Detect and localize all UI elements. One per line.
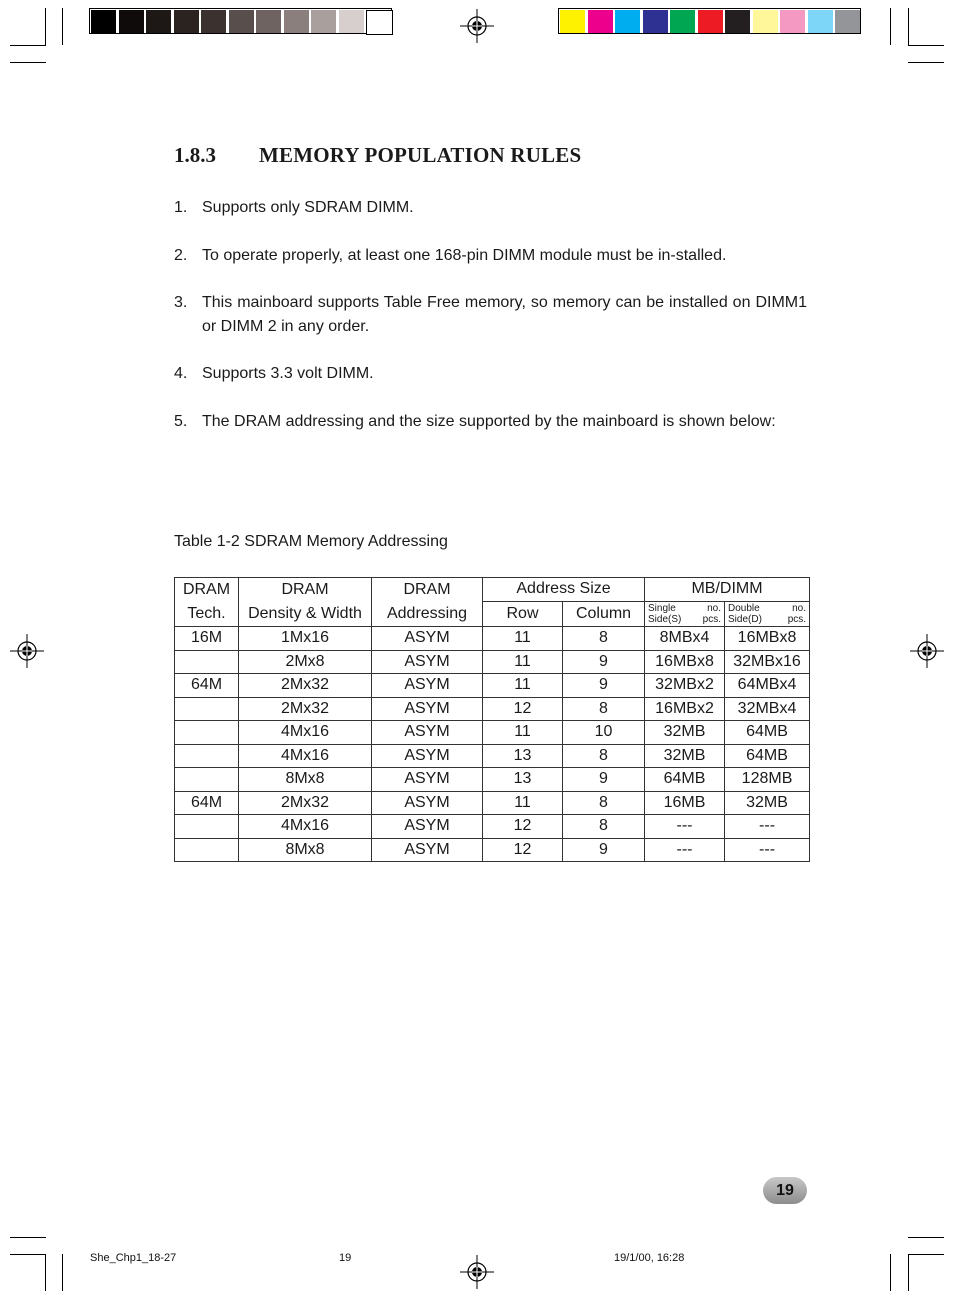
table-cell: 12 <box>483 838 563 862</box>
header-line: Addressing <box>386 605 468 622</box>
table-cell: 4Mx16 <box>239 721 372 745</box>
table-cell: 9 <box>563 650 645 674</box>
crop-mark <box>890 1254 891 1291</box>
header-line: Density & Width <box>248 605 362 622</box>
list-item-text: This mainboard supports Table Free memory, so memory can be installed on DIMM1 or DIMM 2 in any order. <box>202 294 807 335</box>
crop-mark <box>62 8 63 45</box>
header-line: DRAM <box>403 581 451 598</box>
color-swatch <box>311 10 336 33</box>
header-dram-tech <box>175 578 239 627</box>
footer-date: 19/1/00, 16:28 <box>614 1252 685 1264</box>
table-cell: 8 <box>563 791 645 815</box>
crop-mark <box>10 1237 46 1238</box>
header-text: Double <box>728 603 760 615</box>
list-item <box>174 196 807 220</box>
color-swatch <box>725 10 750 33</box>
color-swatch <box>615 10 640 33</box>
table-cell: ASYM <box>372 697 483 721</box>
table-cell: 8 <box>563 697 645 721</box>
crop-mark <box>908 8 909 45</box>
color-swatch <box>808 10 833 33</box>
table-row <box>175 650 810 674</box>
table-row <box>175 674 810 698</box>
table-cell: 12 <box>483 815 563 839</box>
table-row <box>175 838 810 862</box>
header-column: Column <box>563 601 645 626</box>
list-item <box>174 291 807 338</box>
table-cell: 10 <box>563 721 645 745</box>
table-cell: 16MB <box>645 791 725 815</box>
list-item-number: 2. <box>174 246 188 264</box>
table-row <box>175 791 810 815</box>
crop-mark <box>62 1254 63 1291</box>
table-cell: 32MBx4 <box>725 697 810 721</box>
color-swatch <box>119 10 144 33</box>
table-row <box>175 697 810 721</box>
table-cell: 32MB <box>725 791 810 815</box>
color-swatch <box>339 10 364 33</box>
color-swatch <box>698 10 723 33</box>
color-swatch <box>229 10 254 33</box>
color-swatch <box>91 10 116 33</box>
table-cell: 2Mx32 <box>239 674 372 698</box>
table-cell: 1Mx16 <box>239 627 372 651</box>
table-cell: 8 <box>563 744 645 768</box>
crop-mark <box>10 45 46 46</box>
header-row: Row <box>483 601 563 626</box>
table-cell: 128MB <box>725 768 810 792</box>
table-cell: 4Mx16 <box>239 815 372 839</box>
header-text: pcs. <box>787 614 807 626</box>
table-cell: 64MB <box>725 721 810 745</box>
header-text: no. <box>792 603 807 615</box>
color-swatch <box>588 10 613 33</box>
page-number-badge: 19 <box>763 1177 807 1204</box>
table-cell: ASYM <box>372 838 483 862</box>
table-cell: 2Mx8 <box>239 650 372 674</box>
crop-mark <box>908 1237 944 1238</box>
crop-mark <box>908 1254 944 1255</box>
table-cell <box>175 697 239 721</box>
section-title: MEMORY POPULATION RULES <box>259 143 582 167</box>
registration-mark-icon <box>910 634 944 668</box>
table-row <box>175 768 810 792</box>
header-text: Side(S) <box>648 614 682 626</box>
color-swatch <box>670 10 695 33</box>
table-cell: --- <box>725 815 810 839</box>
table-cell: ASYM <box>372 815 483 839</box>
color-swatch <box>753 10 778 33</box>
table-cell: 11 <box>483 674 563 698</box>
table-row <box>175 627 810 651</box>
list-item <box>174 410 807 434</box>
table-cell: ASYM <box>372 674 483 698</box>
table-cell: 8MBx4 <box>645 627 725 651</box>
table-cell: --- <box>645 838 725 862</box>
section-heading <box>174 143 581 168</box>
table-cell: 32MBx16 <box>725 650 810 674</box>
crop-mark <box>45 1254 46 1291</box>
table-cell: 4Mx16 <box>239 744 372 768</box>
crop-mark <box>10 1254 46 1255</box>
registration-mark-icon <box>10 634 44 668</box>
table-cell: 64MB <box>645 768 725 792</box>
registration-mark-icon <box>460 1255 494 1289</box>
table-row <box>175 744 810 768</box>
header-text: no. <box>707 603 722 615</box>
crop-mark <box>890 8 891 45</box>
color-swatch <box>201 10 226 33</box>
table-cell: 8Mx8 <box>239 838 372 862</box>
color-swatch <box>643 10 668 33</box>
table-caption: Table 1-2 SDRAM Memory Addressing <box>174 533 448 550</box>
table-cell: 16MBx8 <box>725 627 810 651</box>
table-cell: 11 <box>483 791 563 815</box>
list-item-number: 3. <box>174 294 188 311</box>
header-address-size: Address Size <box>483 578 645 602</box>
header-text: Single <box>648 603 676 615</box>
header-text: Side(D) <box>728 614 762 626</box>
color-swatch <box>146 10 171 33</box>
table-cell: 8 <box>563 815 645 839</box>
header-line: Tech. <box>187 605 226 622</box>
table-cell: ASYM <box>372 650 483 674</box>
table-cell: 11 <box>483 721 563 745</box>
crop-mark <box>45 8 46 45</box>
list-item-text: To operate properly, at least one 168-pin DIMM module must be in-stalled. <box>202 246 727 264</box>
crop-mark <box>908 45 944 46</box>
header-density-width <box>239 578 372 627</box>
header-text: pcs. <box>702 614 722 626</box>
table-cell <box>175 838 239 862</box>
table-cell: 64MBx4 <box>725 674 810 698</box>
list-item-number: 4. <box>174 365 188 382</box>
rules-list <box>174 196 807 433</box>
header-mb-dimm: MB/DIMM <box>645 578 810 602</box>
table-cell <box>175 650 239 674</box>
crop-mark <box>10 62 46 63</box>
table-cell: 64M <box>175 674 239 698</box>
table-cell: 11 <box>483 627 563 651</box>
color-swatch <box>835 10 860 33</box>
color-swatch <box>174 10 199 33</box>
color-swatch <box>560 10 585 33</box>
table-cell: ASYM <box>372 627 483 651</box>
registration-mark-icon <box>460 9 494 43</box>
crop-mark <box>908 62 944 63</box>
table-cell <box>175 721 239 745</box>
table-cell: 13 <box>483 768 563 792</box>
list-item-text: The DRAM addressing and the size supported by the mainboard is shown below: <box>202 412 776 430</box>
table-cell <box>175 815 239 839</box>
table-row <box>175 815 810 839</box>
table-cell: ASYM <box>372 791 483 815</box>
table-cell: --- <box>725 838 810 862</box>
table-cell: 9 <box>563 838 645 862</box>
color-swatch <box>366 10 393 35</box>
table-cell: 16MBx2 <box>645 697 725 721</box>
table-cell: 8Mx8 <box>239 768 372 792</box>
table-cell <box>175 744 239 768</box>
color-swatch <box>284 10 309 33</box>
header-single-side <box>645 601 725 626</box>
table-cell: 32MB <box>645 744 725 768</box>
table-cell: 32MB <box>645 721 725 745</box>
table-body <box>175 627 810 862</box>
crop-mark <box>908 1254 909 1291</box>
table-cell: 12 <box>483 697 563 721</box>
memory-addressing-table <box>174 577 810 862</box>
list-item <box>174 244 807 268</box>
table-cell: 8 <box>563 627 645 651</box>
table-cell: 9 <box>563 674 645 698</box>
section-number: 1.8.3 <box>174 143 216 167</box>
list-item-number: 1. <box>174 199 188 216</box>
footer-page: 19 <box>339 1252 352 1264</box>
table-cell: 64MB <box>725 744 810 768</box>
table-cell: --- <box>645 815 725 839</box>
table-row <box>175 721 810 745</box>
table-cell: 9 <box>563 768 645 792</box>
table-cell: 13 <box>483 744 563 768</box>
color-swatch <box>780 10 805 33</box>
table-cell: 16MBx8 <box>645 650 725 674</box>
color-swatch <box>256 10 281 33</box>
table-cell: 32MBx2 <box>645 674 725 698</box>
list-item-text: Supports only SDRAM DIMM. <box>202 199 414 216</box>
table-cell: 2Mx32 <box>239 791 372 815</box>
table-cell: 64M <box>175 791 239 815</box>
table-cell: ASYM <box>372 744 483 768</box>
header-addressing <box>372 578 483 627</box>
table-cell: 11 <box>483 650 563 674</box>
header-double-side <box>725 601 810 626</box>
header-line: DRAM <box>182 581 231 598</box>
list-item-text: Supports 3.3 volt DIMM. <box>202 365 374 382</box>
footer-filename: She_Chp1_18-27 <box>90 1252 177 1264</box>
table-cell: 2Mx32 <box>239 697 372 721</box>
table-cell: 16M <box>175 627 239 651</box>
list-item-number: 5. <box>174 412 188 430</box>
header-line: DRAM <box>281 581 329 598</box>
table-cell: ASYM <box>372 768 483 792</box>
list-item <box>174 362 807 386</box>
table-cell: ASYM <box>372 721 483 745</box>
table-cell <box>175 768 239 792</box>
